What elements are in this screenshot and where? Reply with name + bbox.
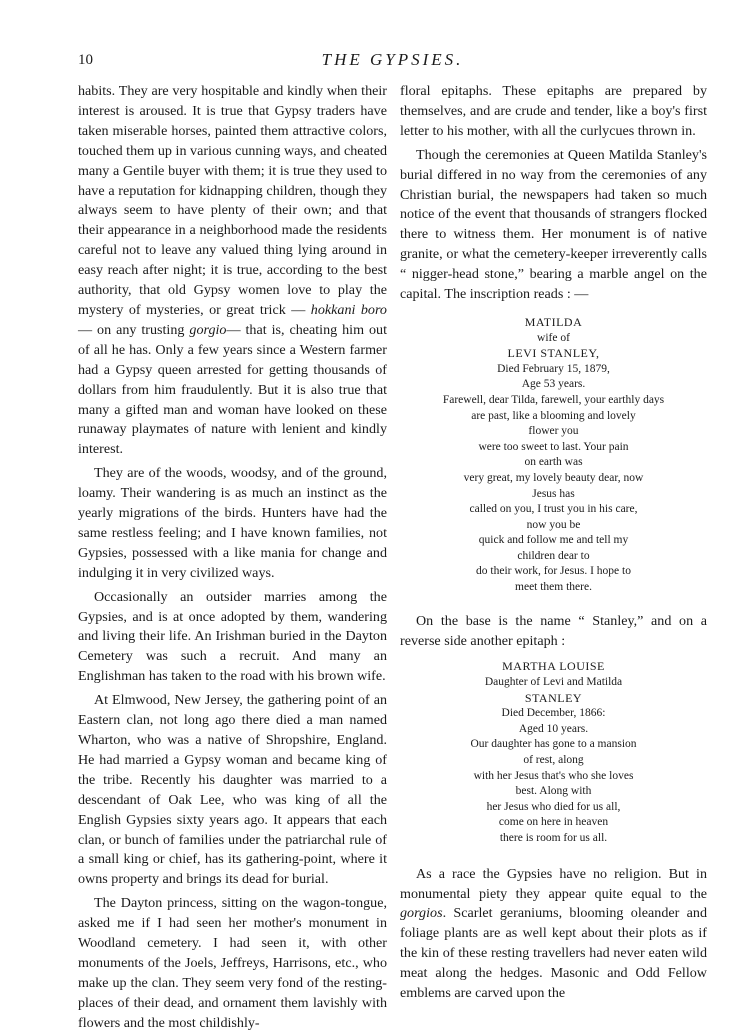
paragraph: On the base is the name “ Stanley,” and on a reverse side another epitaph : (400, 612, 707, 649)
epitaph-line: Our daughter has gone to a mansion (470, 738, 637, 751)
epitaph-line: called on you, I trust you in his care, (469, 503, 638, 516)
page-title: THE GYPSIES. (321, 50, 464, 69)
italic-term: gorgios (400, 905, 443, 922)
page-number: 10 (78, 52, 93, 68)
epitaph-line: Died December, 1866: (501, 707, 606, 720)
epitaph-line: quick and follow me and tell my (478, 534, 629, 547)
left-column (78, 82, 387, 1034)
epitaph-line: are past, like a blooming and lovely (471, 409, 636, 422)
paragraph-text: habits. They are very hospitable and kindly when their interest is aroused. It is true that Gypsy traders have taken miserable horses, painted them attractive colors, touched them up in various cunning ways, and cheated many a Gentile buyer with them; it is true they used to have a reputation for kidnapping children, though they always seem to have plenty of their own; and that their appearance in a neighborhood made the residents careful not to leave any valued thing lying around in easy reach after night; it is true, according to the best authority, that old Gypsy women love to play the mystery of mysteries, or great trick — (78, 83, 387, 318)
epitaph-line: MARTHA LOUISE (502, 659, 605, 674)
paragraph: The Dayton princess, sitting on the wagon-tongue, asked me if I had seen her mother's monument in Woodland cemetery. I had seen it, with other monuments of the Joels, Jeffreys, Harrisons, etc., who make up the clan. They seem very fond of the resting-places of their dead, and ornament them lavishly with flowers and the most childishly- (78, 895, 387, 1031)
running-head (78, 50, 707, 72)
epitaph-line: do their work, for Jesus. I hope to (476, 565, 631, 578)
epitaph-line: best. Along with (515, 785, 592, 798)
epitaph-line: Aged 10 years. (518, 722, 589, 735)
epitaph-line: LEVI STANLEY, (507, 346, 600, 361)
epitaph-matilda (400, 315, 707, 596)
epitaph-line: were too sweet to last. Your pain (478, 440, 629, 453)
epitaph-line: flower you (528, 425, 579, 438)
paragraph: They are of the woods, woodsy, and of the ground, loamy. Their wandering is as much an instinct as the yearly migrations of the birds. Hunters have had the same restless feeling; and I have known families, not Gypsies, possessed with a like mania for change and indulging it in very civilized ways. (78, 465, 387, 581)
epitaph-line: there is room for us all. (499, 832, 608, 844)
italic-term: gorgio (189, 321, 227, 338)
epitaph-line: come on here in heaven (498, 816, 609, 829)
paragraph (78, 82, 387, 460)
epitaph-line: wife of (537, 331, 570, 344)
paragraph-text: — on any trusting (78, 321, 185, 338)
epitaph-martha-louise (400, 659, 707, 846)
epitaph-line: MATILDA (524, 314, 583, 329)
paragraph: Occasionally an outsider marries among the Gypsies, and is at once adopted by them, wandering and living their life. An Irishman buried in the Dayton Cemetery was such a recruit. And many an Englishman has taken to the road with his brown wife. (78, 588, 387, 685)
paragraph-text: As a race the Gypsies have no religion. But in monumental piety they appear quite equal to the (400, 865, 707, 902)
epitaph-line: Farewell, dear Tilda, farewell, your earthly days (442, 393, 665, 406)
epitaph-line: her Jesus who died for us all, (486, 800, 621, 813)
epitaph-line: Died February 15, 1879, (497, 362, 610, 375)
paragraph: At Elmwood, New Jersey, the gathering point of an Eastern clan, not long ago there died a man named Wharton, who was a native of Shropshire, England. He had married a Gypsy woman and became king of the tribe. Recently his daughter was married to a descendant of Oak Lee, who was king of all the English Gypsies sixty years ago. It appears that each clan, or bunch of families under the patriarchal rule of a small king or chief, has its gathering-point, where it owns property and brings its dead for burial. (78, 692, 387, 888)
epitaph-line: on earth was (524, 456, 583, 469)
epitaph-line: children dear to (517, 549, 590, 562)
epitaph-line: very great, my lovely beauty dear, now (463, 471, 644, 484)
epitaph-line: with her Jesus that's who she loves (473, 769, 634, 782)
paragraph: floral epitaphs. These epitaphs are prepared by themselves, and are crude and tender, like a boy's first letter to his mother, with all the curlycues thrown in. (400, 83, 707, 139)
paragraph (400, 865, 707, 1004)
epitaph-line: Age 53 years. (521, 378, 586, 391)
paragraph-text: — that is, cheating him out of all he has. Only a few years since a Western farmer had a Gypsy queen arrested for getting thousands of dollars from him fraudulently. But it is also true that many a gifted man and woman have looked on these runaway playmates of nature with lenient and kindly interest. (78, 321, 387, 458)
epitaph-line: Daughter of Levi and Matilda (484, 676, 623, 689)
epitaph-line: Jesus has (532, 487, 575, 500)
epitaph-line: meet them there. (515, 581, 592, 594)
right-column (400, 82, 707, 1004)
epitaph-line: now you be (526, 518, 581, 531)
italic-term: hokkani boro (310, 301, 387, 318)
epitaph-line: STANLEY (524, 690, 583, 705)
epitaph-line: of rest, along (523, 754, 584, 767)
paragraph-text: . Scarlet geraniums, blooming oleander and foliage plants are as well kept about their plots as if the kin of these resting travellers had never eaten wild meat along the hedges. Masonic and Odd Fellow emblems are carved upon the (400, 905, 707, 1002)
paragraph: Though the ceremonies at Queen Matilda Stanley's burial differed in no way from the ceremonies of any Christian burial, the newspapers had taken so much notice of the event that thousands of strangers flocked there to witness them. Her monument is of native granite, or what the cemetery-keeper irreverently calls “ nigger-head stone,” bearing a marble angel on the capital. The inscription reads : — (400, 146, 707, 303)
